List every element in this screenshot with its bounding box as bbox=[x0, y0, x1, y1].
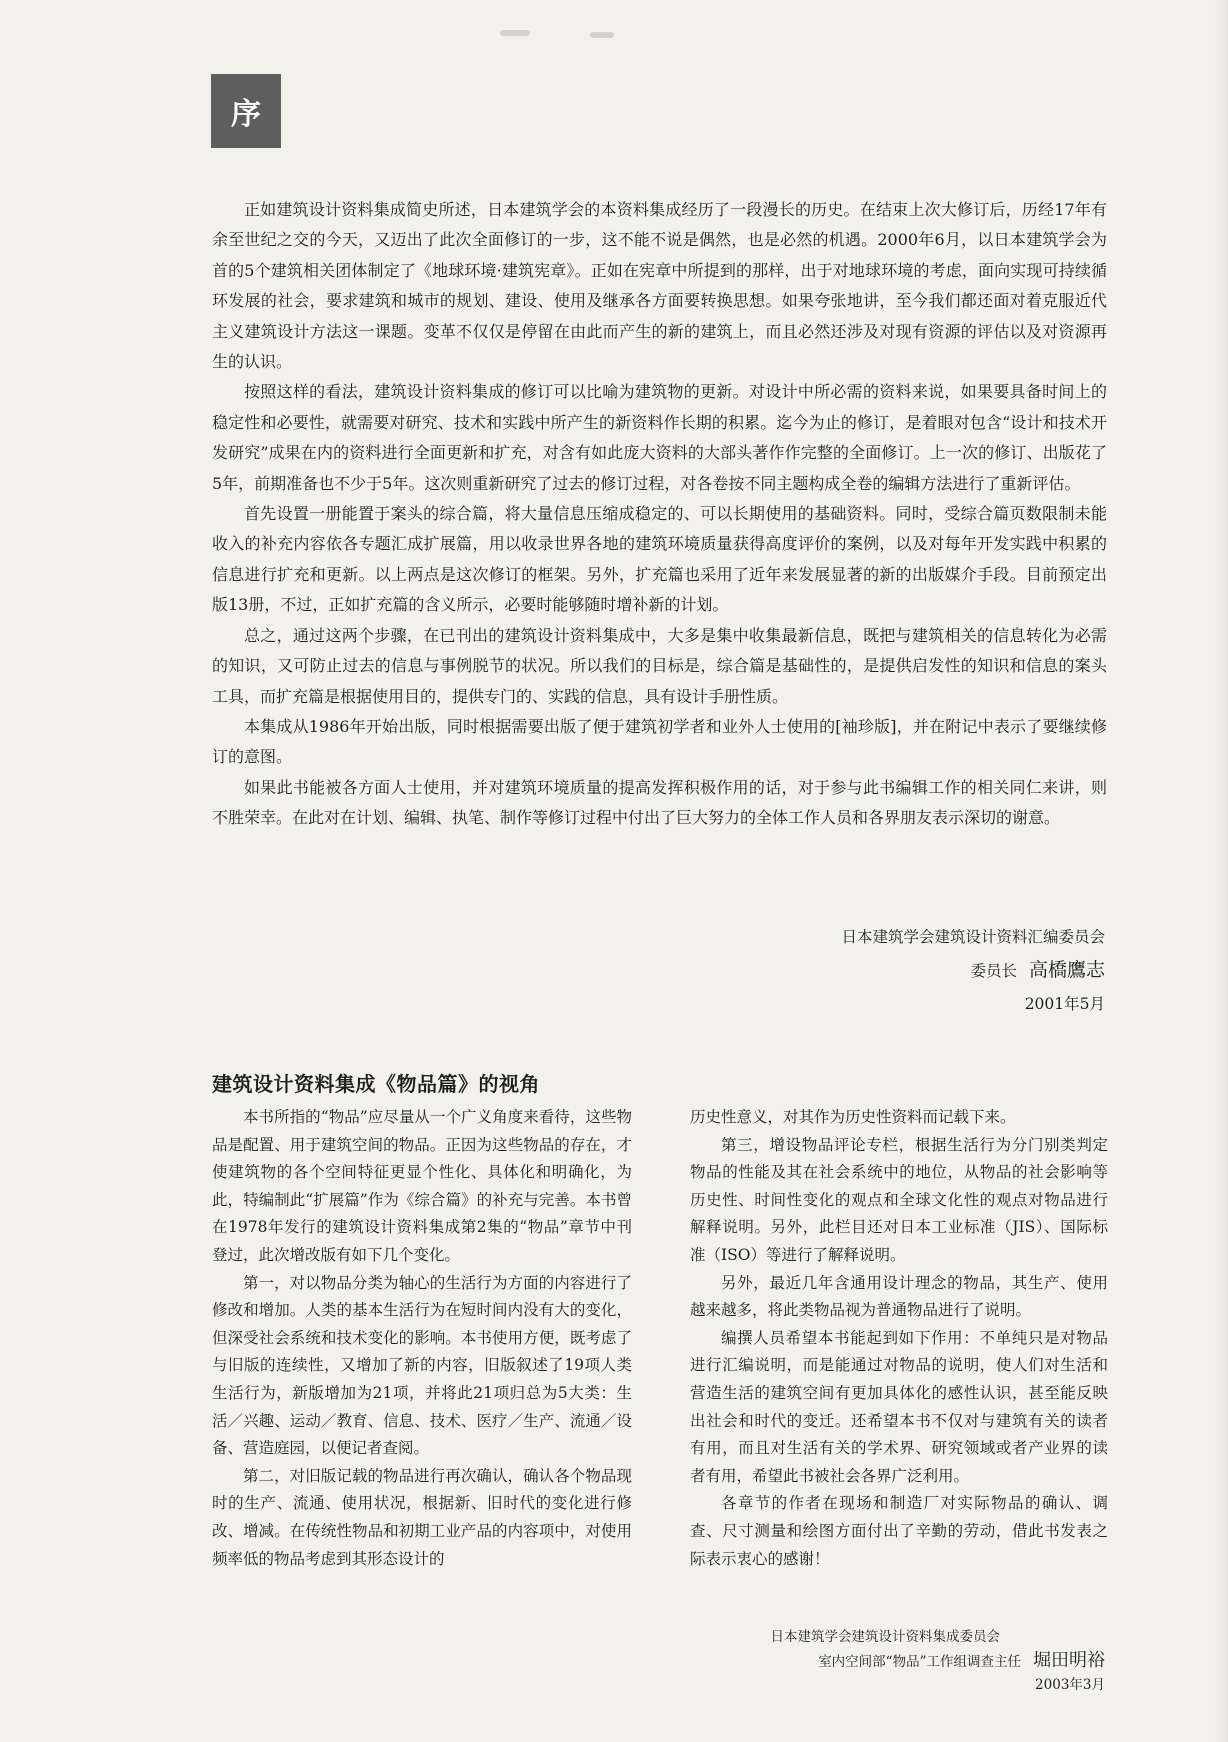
section-paragraph: 第一，对以物品分类为轴心的生活行为方面的内容进行了修改和增加。人类的基本生活行为在短时间内没有大的变化，但深受社会系统和技术变化的影响。本书使用方便，既考虑了与旧版的连续性，又增加了新的内容，旧版叙述了19项人类生活行为，新版增加为21项，并将此21项归总为5大类：生活／兴趣、运动／教育、信息、技术、医疗／生产、流通／设备、营造庭园，以便记者查阅。 bbox=[212, 1273, 632, 1458]
scan-smudge bbox=[590, 32, 614, 38]
signature-date: 2001年5月 bbox=[1024, 995, 1105, 1013]
signature-role-line bbox=[841, 954, 1105, 988]
scan-smudge bbox=[500, 30, 530, 36]
section-signature bbox=[771, 1626, 1106, 1697]
preface-body bbox=[212, 195, 1107, 834]
section-right-column bbox=[690, 1104, 1108, 1573]
section-paragraph: 另外，最近几年含通用设计理念的物品，其生产、使用越来越多，将此类物品视为普通物品进行了说明。 bbox=[690, 1273, 1108, 1320]
preface-paragraph: 如果此书能被各方面人士使用，并对建筑环境质量的提高发挥积极作用的话，对于参与此书编辑工作的相关同仁来讲，则不胜荣幸。在此对在计划、编辑、执笔、制作等修订过程中付出了巨大努力的全体工作人员和各界朋友表示深切的谢意。 bbox=[212, 777, 1107, 828]
preface-paragraph: 本集成从1986年开始出版，同时根据需要出版了便于建筑初学者和业外人士使用的[袖珍版]，并在附记中表示了要继续修订的意图。 bbox=[212, 716, 1107, 767]
scan-shadow bbox=[1214, 0, 1228, 1742]
signature-name: 堀田明裕 bbox=[1033, 1650, 1105, 1671]
signature-org: 日本建筑学会建筑设计资料汇编委员会 bbox=[841, 928, 1105, 946]
section-paragraph: 编撰人员希望本书能起到如下作用：不单纯只是对物品进行汇编说明，而是能通过对物品的说明，使人们对生活和营造生活的建筑空间有更加具体化的感性认识，甚至能反映出社会和时代的变迁。还希望本书不仅对与建筑有关的读者有用，而且对生活有关的学术界、研究领域或者产业界的读者有用，希望此书被社会各界广泛利用。 bbox=[690, 1328, 1108, 1485]
preface-paragraph: 正如建筑设计资料集成简史所述，日本建筑学会的本资料集成经历了一段漫长的历史。在结束上次大修订后，历经17年有余至世纪之交的今天，又迈出了此次全面修订的一步，这不能不说是偶然，也是必然的机遇。2000年6月，以日本建筑学会为首的5个建筑相关团体制定了《地球环境·建筑宪章》。正如在宪章中所提到的那样，出于对地球环境的考虑，面向实现可持续循环发展的社会，要求建筑和城市的规划、建设、使用及继承各方面要转换思想。如果夸张地讲，至今我们都还面对着克服近代主义建筑设计方法这一课题。变革不仅仅是停留在由此而产生的新的建筑上，而且必然还涉及对现有资源的评估以及对资源再生的认识。 bbox=[212, 200, 1107, 372]
section-paragraph: 第三，增设物品评论专栏，根据生活行为分门别类判定物品的性能及其在社会系统中的地位，从物品的社会影响等历史性、时间性变化的观点和全球文化性的观点对物品进行解释说明。另外，此栏目还对日本工业标准（JIS）、国际标准（ISO）等进行了解释说明。 bbox=[690, 1135, 1108, 1264]
preface-paragraph: 按照这样的看法，建筑设计资料集成的修订可以比喻为建筑物的更新。对设计中所必需的资料来说，如果要具备时间上的稳定性和必要性，就需要对研究、技术和实践中所产生的新资料作长期的积累。迄今为止的修订，是着眼对包含“设计和技术开发研究”成果在内的资料进行全面更新和扩充，对含有如此庞大资料的大部头著作作完整的全面修订。上一次的修订、出版花了5年，前期准备也不少于5年。这次则重新研究了过去的修订过程，对各卷按不同主题构成全卷的编辑方法进行了重新评估。 bbox=[212, 382, 1107, 493]
preface-paragraph: 总之，通过这两个步骤，在已刊出的建筑设计资料集成中，大多是集中收集最新信息，既把与建筑相关的信息转化为必需的知识，又可防止过去的信息与事例脱节的状况。所以我们的目标是，综合篇是基础性的，是提供启发性的知识和信息的案头工具，而扩充篇是根据使用目的，提供专门的、实践的信息，具有设计手册性质。 bbox=[212, 625, 1107, 706]
section-paragraph: 第二，对旧版记载的物品进行再次确认，确认各个物品现时的生产、流通、使用状况，根据新、旧时代的变化进行修改、增减。在传统性物品和初期工业产品的内容项中，对使用频率低的物品考虑到其形态设计的 bbox=[212, 1466, 632, 1568]
signature-role: 委员长 bbox=[970, 962, 1017, 980]
section-title: 建筑设计资料集成《物品篇》的视角 bbox=[212, 1072, 540, 1096]
signature-role: 室内空间部“物品”工作组调查主任 bbox=[818, 1654, 1021, 1670]
preface-heading: 序 bbox=[211, 74, 281, 148]
section-paragraph: 本书所指的“物品”应尽量从一个广义角度来看待，这些物品是配置、用于建筑空间的物品。正因为这些物品的存在，才使建筑物的各个空间特征更显个性化、具体化和明确化，为此，特编制此“扩展篇”作为《综合篇》的补充与完善。本书曾在1978年发行的建筑设计资料集成第2集的“物品”章节中刊登过，此次增改版有如下几个变化。 bbox=[212, 1108, 632, 1264]
section-left-column bbox=[212, 1104, 632, 1573]
signature-name: 高橋鷹志 bbox=[1028, 959, 1105, 981]
signature-role-line bbox=[771, 1649, 1106, 1674]
preface-paragraph: 首先设置一册能置于案头的综合篇，将大量信息压缩成稳定的、可以长期使用的基础资料。同时，受综合篇页数限制未能收入的补充内容依各专题汇成扩展篇，用以收录世界各地的建筑环境质量获得高度评价的案例，以及对每年开发实践中积累的信息进行扩充和更新。以上两点是这次修订的框架。另外，扩充篇也采用了近年来发展显著的新的出版媒介手段。目前预定出版13册，不过，正如扩充篇的含义所示，必要时能够随时增补新的计划。 bbox=[212, 504, 1107, 615]
section-paragraph: 历史性意义，对其作为历史性资料而记载下来。 bbox=[690, 1108, 1016, 1126]
signature-org: 日本建筑学会建筑设计资料集成委员会 bbox=[770, 1629, 1000, 1645]
signature-date: 2003年3月 bbox=[1035, 1677, 1105, 1693]
preface-signature bbox=[841, 921, 1105, 1021]
section-paragraph: 各章节的作者在现场和制造厂对实际物品的确认、调查、尺寸测量和绘图方面付出了辛勤的劳动，借此书发表之际表示衷心的感谢！ bbox=[690, 1494, 1108, 1568]
